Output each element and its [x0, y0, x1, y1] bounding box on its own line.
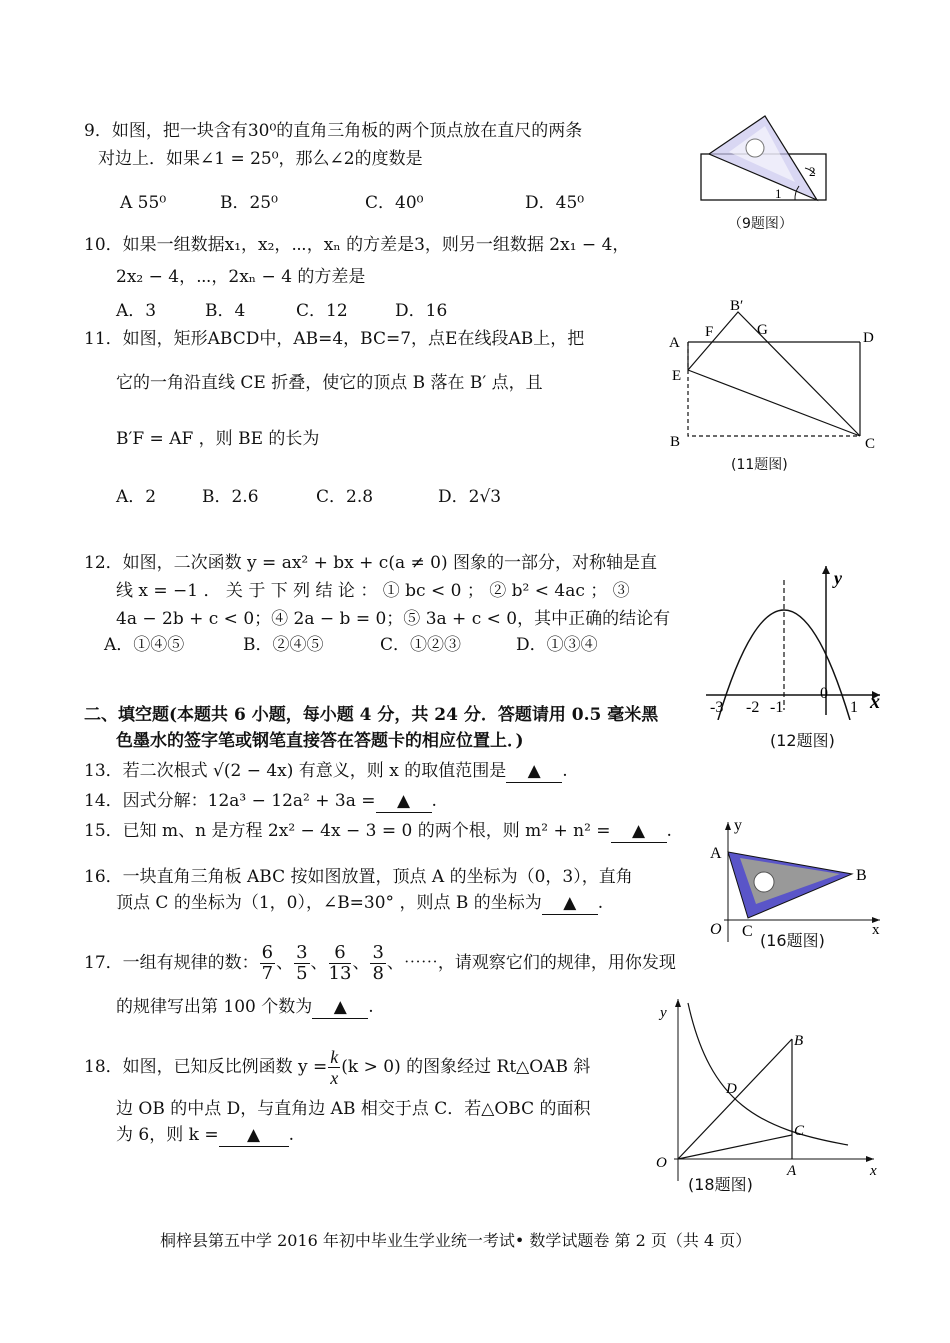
- page-footer: 桐梓县第五中学 2016 年初中毕业生学业统一考试• 数学试题卷 第 2 页（共 4 页）: [160, 1231, 752, 1250]
- q17-fraction-2-num: 3: [296, 942, 308, 963]
- q18-label-o: O: [656, 1155, 667, 1171]
- q18-condition: (k > 0) 的图象经过 Rt△OAB 斜: [341, 1057, 591, 1077]
- q9-option-c: C．40⁰: [365, 193, 424, 213]
- q16-stem-line1: 16．一块直角三角板 ABC 按如图放置，顶点 A 的坐标为（0，3），直角: [84, 867, 633, 887]
- q9-label-2: 2: [809, 164, 816, 179]
- q12-tick-neg3: -3: [710, 699, 724, 716]
- q11-label-g: G: [757, 322, 768, 338]
- q12-option-b: B．②④⑤: [243, 635, 324, 655]
- q10-option-b: B．4: [205, 301, 246, 321]
- q15-answer-blank: ▲: [611, 820, 667, 843]
- q9-figure: [695, 112, 835, 212]
- q16-line2: [116, 892, 603, 915]
- q12-tick-neg1: -1: [770, 699, 784, 716]
- q18-fraction-num: k: [330, 1047, 339, 1067]
- q18-label-a: A: [787, 1163, 797, 1179]
- q17-line2: [116, 996, 374, 1019]
- q11-caption: (11题图): [731, 457, 788, 473]
- q12-stem-line1: 12．如图，二次函数 y = ax² + bx + c(a ≠ 0) 图象的一部分，对称轴是直: [84, 553, 657, 573]
- q17-stem2: 的规律写出第 100 个数为: [116, 997, 313, 1017]
- q12-label-x: x: [870, 691, 880, 713]
- q11-stem-line2: 它的一角沿直线 CE 折叠，使它的顶点 B 落在 B′ 点，且: [116, 373, 543, 393]
- q18-fraction-den: x: [330, 1068, 339, 1088]
- q9-option-a: A 55⁰: [120, 193, 167, 213]
- q12-stem-line2: 线 x = −1 ． 关 于 下 列 结 论 ： ① bc < 0 ； ② b² < 4ac ； ③: [116, 581, 630, 601]
- q18-label-d: D: [726, 1081, 737, 1097]
- q11-option-d: D．2√3: [438, 487, 502, 507]
- q15-end: .: [666, 821, 672, 841]
- q16-end: .: [597, 893, 604, 913]
- q14-line: [84, 790, 437, 813]
- q11-stem-line3: B′F = AF ，则 BE 的长为: [116, 429, 320, 449]
- q18-fraction: [328, 1047, 340, 1088]
- q10-option-a: A．3: [116, 301, 157, 321]
- q16-label-y: y: [734, 817, 742, 834]
- q13-line: [84, 760, 568, 783]
- q12-option-d: D．①③④: [516, 635, 598, 655]
- q18-label-c: C: [794, 1123, 805, 1139]
- q12-figure: [700, 560, 890, 720]
- q14-stem: 14．因式分解：12a³ − 12a² + 3a =: [84, 791, 376, 811]
- q11-option-a: A．2: [116, 487, 157, 507]
- q12-tick-1: 1: [850, 699, 858, 716]
- q13-answer-blank: ▲: [506, 760, 562, 783]
- q11-figure: [660, 298, 885, 458]
- q9-option-b: B．25⁰: [220, 193, 278, 213]
- q17-suffix: 、⋯⋯，请观察它们的规律，用你发现: [386, 953, 676, 973]
- q16-caption: (16题图): [760, 931, 825, 950]
- q17-fraction-2: [294, 943, 309, 984]
- q18-line3: [116, 1124, 294, 1147]
- q12-caption: (12题图): [770, 731, 835, 750]
- q9-stem-line2: 对边上．如果∠1 = 25⁰，那么∠2的度数是: [98, 149, 423, 169]
- q17-prefix: 17．一组有规律的数：: [84, 953, 259, 973]
- q10-stem-line2: 2x₂ − 4，⋯，2xₙ − 4 的方差是: [116, 267, 366, 287]
- q11-label-b: B: [670, 434, 681, 450]
- q9-caption: （9题图）: [728, 216, 793, 232]
- q18-label-x: x: [870, 1163, 877, 1179]
- q14-answer-blank: ▲: [376, 790, 432, 813]
- q18-prefix: 18．如图，已知反比例函数 y =: [84, 1057, 328, 1077]
- q12-option-a: A．①④⑤: [104, 635, 185, 655]
- section2-heading-line2: 色墨水的签字笔或钢笔直接答在答题卡的相应位置上．): [116, 731, 524, 751]
- q18-line1: [84, 1042, 590, 1092]
- q12-label-y: y: [834, 568, 842, 588]
- q11-label-c: C: [865, 436, 876, 452]
- q17-fraction-1: [260, 943, 275, 984]
- q9-option-d: D．45⁰: [525, 193, 585, 213]
- q15-stem: 15．已知 m、n 是方程 2x² − 4x − 3 = 0 的两个根，则 m² + n² =: [84, 821, 611, 841]
- q17-fraction-3-num: 6: [329, 943, 352, 964]
- q17-end: .: [368, 997, 374, 1017]
- q16-label-x: x: [872, 922, 880, 938]
- q12-tick-0: 0: [820, 685, 828, 702]
- q13-stem: 13．若二次根式 √(2 − 4x) 有意义，则 x 的取值范围是: [84, 761, 507, 781]
- q11-label-e: E: [672, 368, 682, 384]
- q12-stem-line3: 4a − 2b + c < 0；④ 2a − b = 0；⑤ 3a + c < 0，其中正确的结论有: [116, 609, 671, 629]
- q18-stem-line2: 边 OB 的中点 D，与直角边 AB 相交于点 C．若△OBC 的面积: [116, 1099, 591, 1119]
- q11-stem-line1: 11．如图，矩形ABCD中，AB=4，BC=7，点E在线段AB上，把: [84, 329, 585, 349]
- q16-label-o: O: [710, 921, 722, 938]
- section2-heading-line1: 二、填空题(本题共 6 小题，每小题 4 分，共 24 分．答题请用 0.5 毫米黑: [84, 705, 659, 725]
- q18-stem3: 为 6，则 k =: [116, 1125, 219, 1145]
- q16-label-a: A: [710, 845, 722, 862]
- q11-option-b: B．2.6: [202, 487, 259, 507]
- q17-fraction-1-num: 6: [261, 942, 274, 963]
- q18-end: .: [288, 1125, 294, 1145]
- q17-fraction-3: [329, 943, 352, 984]
- q9-label-1: 1: [775, 186, 782, 201]
- q18-figure: [648, 995, 888, 1195]
- q10-stem-line1: 10．如果一组数据x₁，x₂，⋯，xₙ 的方差是3，则另一组数据 2x₁ − 4，: [84, 235, 630, 255]
- q11-label-d: D: [863, 330, 874, 346]
- q11-label-bprime: B′: [730, 298, 744, 314]
- q18-label-b: B: [794, 1033, 804, 1049]
- q16-answer-blank: ▲: [542, 892, 598, 915]
- q17-answer-blank: ▲: [312, 996, 368, 1019]
- q17-fraction-4-num: 3: [372, 942, 384, 963]
- q18-caption: (18题图): [688, 1175, 753, 1194]
- q17-fraction-4-den: 8: [372, 963, 384, 984]
- q16-label-c: C: [742, 923, 753, 940]
- q16-label-b: B: [856, 867, 867, 884]
- q14-end: .: [431, 791, 437, 811]
- q11-label-a: A: [669, 335, 680, 351]
- q17-fraction-4: [370, 943, 385, 984]
- q17-line1: 17．一组有规律的数： $\frac{6}{7}$ 、 $\frac{3}{5}$ 、 $\frac{6}{13}$ 、 $\frac{3}{8}$ 、⋯⋯，请观察它们的规律，用你发现: [84, 942, 676, 984]
- q17-fraction-3-den: 13: [328, 963, 352, 984]
- q11-option-c: C．2.8: [316, 487, 374, 507]
- q17-fraction-2-den: 5: [296, 963, 308, 984]
- q18-answer-blank: ▲: [219, 1124, 289, 1147]
- q10-option-c: C．12: [296, 301, 348, 321]
- q13-end: .: [562, 761, 568, 781]
- q11-label-f: F: [705, 324, 714, 340]
- q17-fraction-1-den: 7: [261, 963, 274, 984]
- q18-label-y: y: [660, 1005, 667, 1021]
- q9-stem-line1: 9．如图，把一块含有30⁰的直角三角板的两个顶点放在直尺的两条: [84, 121, 583, 141]
- q12-tick-neg2: -2: [746, 699, 760, 716]
- q12-option-c: C．①②③: [380, 635, 462, 655]
- q16-stem-line2: 顶点 C 的坐标为（1，0），∠B=30° ，则点 B 的坐标为: [116, 893, 542, 913]
- q10-option-d: D．16: [395, 301, 448, 321]
- q15-line: [84, 820, 672, 843]
